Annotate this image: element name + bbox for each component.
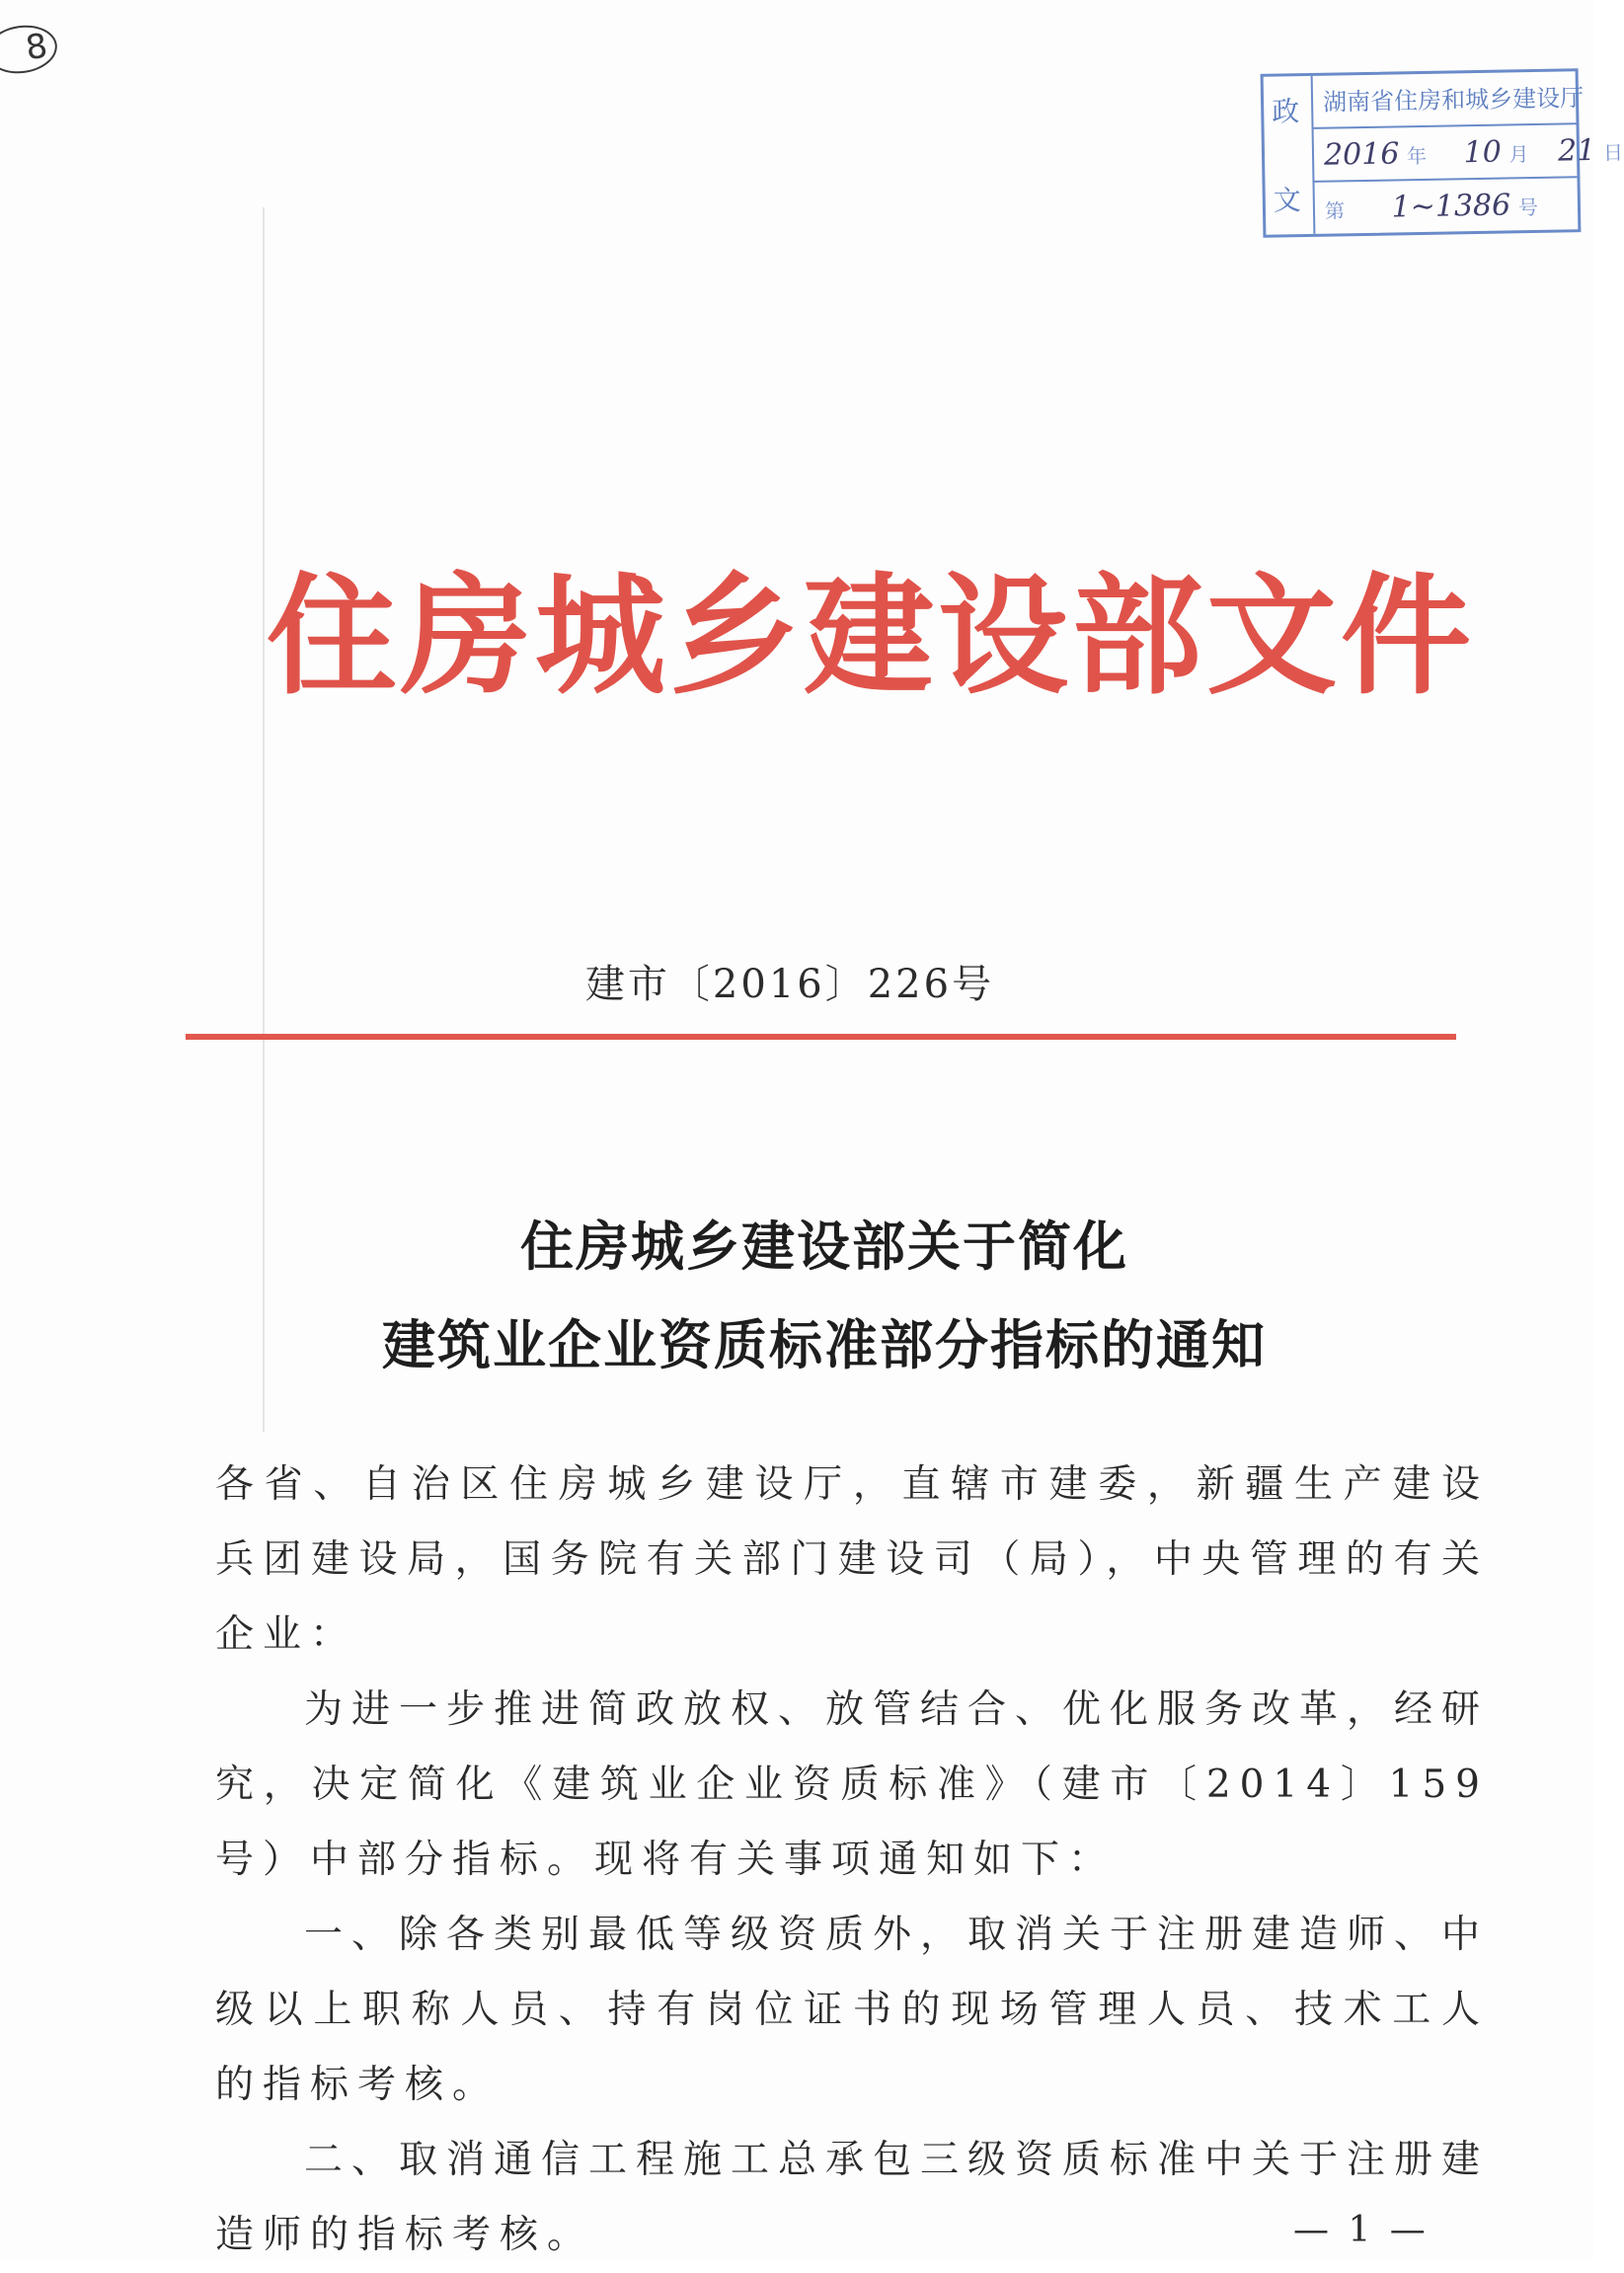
red-separator-line — [186, 1034, 1456, 1040]
notice-body — [215, 1448, 1489, 2273]
receiving-stamp — [1261, 68, 1624, 238]
stamp-org: 湖南省住房和城乡建设厅 — [1322, 84, 1585, 117]
stamp-month: 10 — [1463, 134, 1503, 171]
stamp-side-label — [1264, 76, 1316, 235]
stamp-year-unit: 年 — [1406, 143, 1428, 169]
stamp-date-row — [1312, 124, 1624, 183]
stamp-year: 2016 — [1323, 136, 1400, 173]
stamp-month-unit: 月 — [1508, 142, 1529, 167]
intro-paragraph: 为进一步推进简政放权、放管结合、优化服务改革，经研究，决定简化《建筑业企业资质标准》（建市〔2014〕159号）中部分指标。现将有关事项通知如下： — [215, 1687, 1490, 1882]
item-2-paragraph: 二、取消通信工程施工总承包三级资质标准中关于注册建造师的指标考核。 — [215, 2138, 1490, 2257]
stamp-org-row — [1311, 71, 1585, 129]
addressee-paragraph: 各省、自治区住房城乡建设厅，直辖市建委，新疆生产建设兵团建设局，国务院有关部门建设司（局），中央管理的有关企业： — [215, 1462, 1489, 1657]
notice-title-line-1: 住房城乡建设部关于简化 — [520, 1215, 1128, 1278]
item-1-paragraph: 一、除各类别最低等级资质外，取消关于注册建造师、中级以上职称人员、持有岗位证书的现场管理人员、技术工人的指标考核。 — [215, 1913, 1490, 2107]
handwritten-page-mark: 8 — [0, 21, 60, 78]
stamp-number-unit: 号 — [1517, 195, 1539, 220]
stamp-number-row — [1313, 178, 1579, 236]
stamp-day: 21 — [1557, 132, 1596, 169]
notice-title-line-2: 建筑业企业资质标准部分指标的通知 — [382, 1314, 1267, 1376]
document-number: 建市〔2016〕226号 — [584, 962, 995, 1007]
stamp-side-char-bottom: 文 — [1273, 184, 1302, 217]
stamp-number-prefix: 第 — [1324, 198, 1346, 223]
stamp-day-unit: 日 — [1602, 140, 1624, 165]
stamp-number: 1~1386 — [1391, 188, 1511, 225]
masthead-title: 住房城乡建设部文件 — [267, 561, 1475, 713]
stamp-side-char-top: 政 — [1271, 95, 1300, 128]
page-number: — 1 — — [1293, 2210, 1430, 2250]
